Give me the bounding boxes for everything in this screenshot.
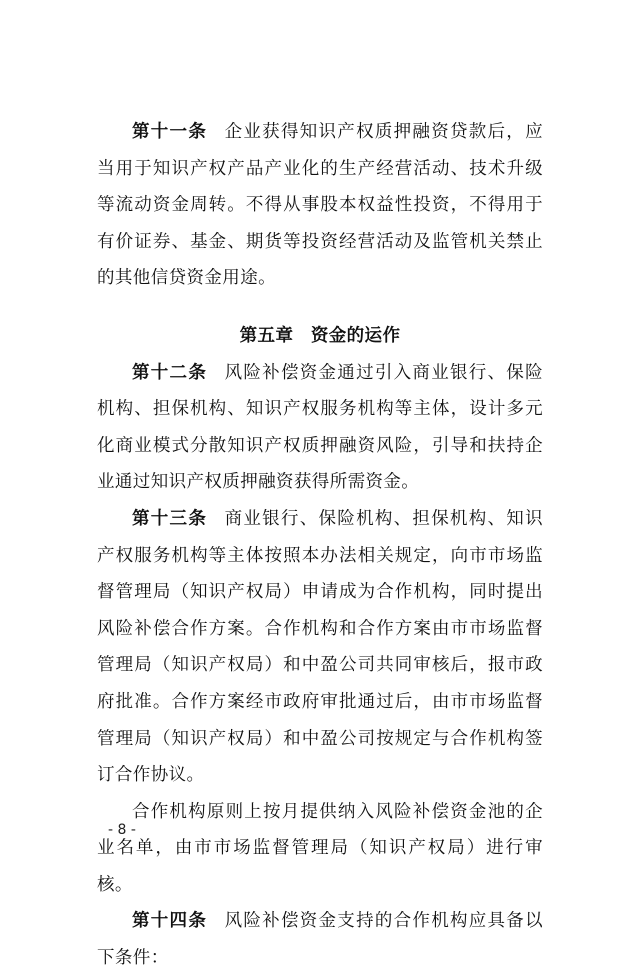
article-11 <box>97 114 543 297</box>
article-number: 第十二条 <box>132 362 208 383</box>
paragraph-text: 合作机构原则上按月提供纳入风险补偿资金池的企业名单，由市市场监督管理局（知识产权局）进行审核。 <box>97 801 543 895</box>
article-12 <box>97 355 543 501</box>
article-text: 企业获得知识产权质押融资贷款后，应当用于知识产权产品产业化的生产经营活动、技术升级等流动资金周转。不得从事股本权益性投资，不得用于有价证券、基金、期货等投资经营活动及监管机关禁止的其他信贷资金用途。 <box>97 122 543 289</box>
chapter-title: 资金的运作 <box>310 325 401 346</box>
article-number: 第十四条 <box>132 911 208 932</box>
page-number: - 8 - <box>108 822 136 838</box>
chapter-heading <box>97 318 543 355</box>
document-body <box>97 114 543 977</box>
article-13-continuation <box>97 794 543 904</box>
article-number: 第十三条 <box>132 508 208 529</box>
article-14 <box>97 903 543 976</box>
chapter-number: 第五章 <box>239 325 294 346</box>
article-number: 第十一条 <box>132 122 208 142</box>
article-text: 风险补偿资金支持的合作机构应具备以下条件： <box>97 911 543 969</box>
article-13 <box>97 501 543 794</box>
article-text: 风险补偿资金通过引入商业银行、保险机构、担保机构、知识产权服务机构等主体，设计多元化商业模式分散知识产权质押融资风险，引导和扶持企业通过知识产权质押融资获得所需资金。 <box>97 362 543 493</box>
article-text: 商业银行、保险机构、担保机构、知识产权服务机构等主体按照本办法相关规定，向市市场监督管理局（知识产权局）申请成为合作机构，同时提出风险补偿合作方案。合作机构和合作方案由市市场监督管理局（知识产权局）和中盈公司共同审核后，报市政府批准。合作方案经市政府审批通过后，由市市场监督管理局（知识产权局）和中盈公司按规定与合作机构签订合作协议。 <box>97 508 543 786</box>
